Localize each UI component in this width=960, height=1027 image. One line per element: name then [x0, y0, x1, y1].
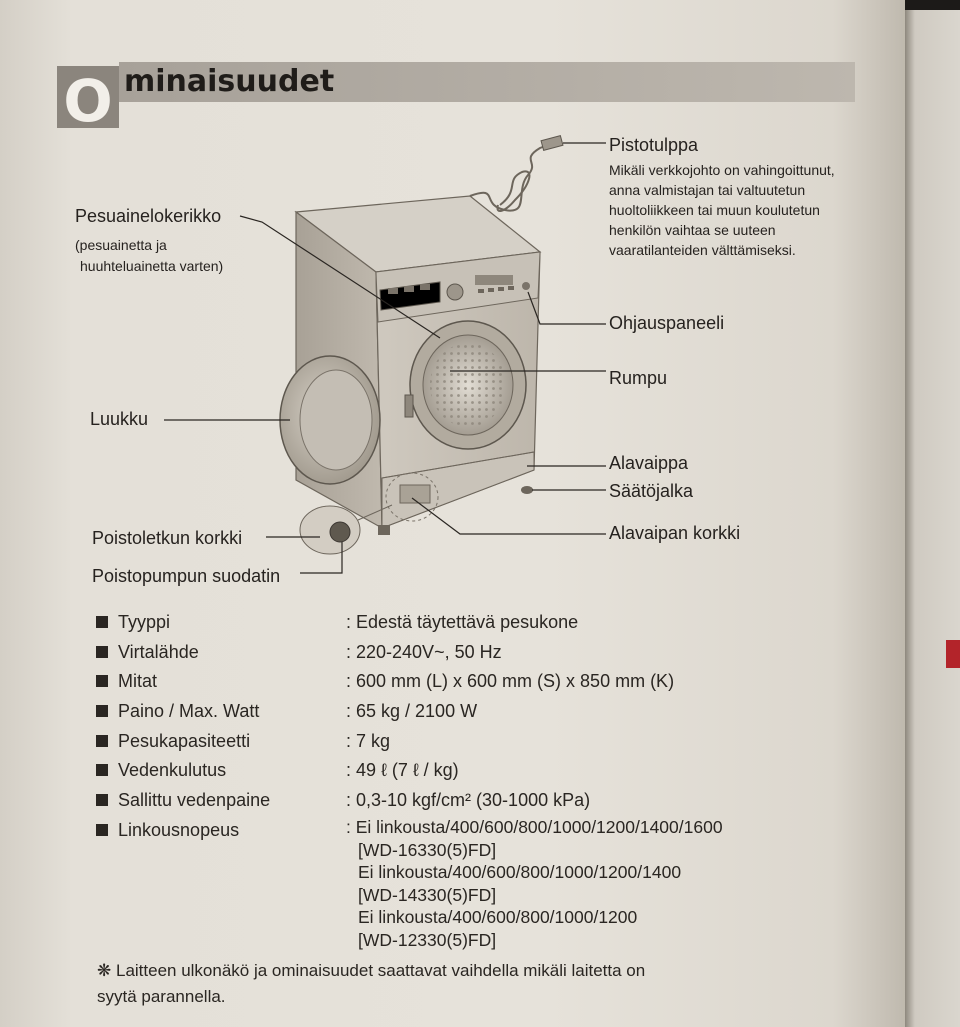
- footnote-line-1: [97, 958, 737, 984]
- adjacent-page-edge: [905, 0, 960, 1027]
- pistotulppa-note-line-2: anna valmistajan tai valtuutetun: [609, 182, 806, 198]
- model-code: [WD-16330(5)FD]: [358, 839, 497, 860]
- label-saatojalka: Säätöjalka: [609, 481, 694, 501]
- spec-label: Linkousnopeus: [118, 820, 240, 840]
- bullet-square: [96, 616, 108, 628]
- binding-edge: [905, 0, 960, 10]
- spec-value: : Edestä täytettävä pesukone: [346, 612, 579, 632]
- label-alavaipan-korkki: Alavaipan korkki: [609, 523, 741, 543]
- pistotulppa-note-line-1: Mikäli verkkojohto on vahingoittunut,: [609, 162, 835, 178]
- pistotulppa-note-line-3: huoltoliikkeen tai muun koulutetun: [609, 202, 820, 218]
- footnote-text-2: syytä parannella.: [97, 987, 226, 1006]
- spin-speed-line: Ei linkousta/400/600/800/1000/1200/1400: [358, 862, 682, 882]
- pesuainelokerikko-note-line-2: huuhteluainetta varten): [80, 258, 224, 274]
- bullet-square: [96, 646, 108, 658]
- label-pesuainelokerikko: Pesuainelokerikko: [75, 206, 222, 226]
- footnote-text-1: Laitteen ulkonäkö ja ominaisuudet saattavat vaihdella mikäli laitetta on: [115, 961, 646, 980]
- label-poistoletkun-korkki: Poistoletkun korkki: [92, 528, 243, 548]
- label-luukku: Luukku: [90, 409, 149, 429]
- bullet-square: [96, 705, 108, 717]
- bullet-square: [96, 824, 108, 836]
- bullet-square: [96, 794, 108, 806]
- label-ohjauspaneeli: Ohjauspaneeli: [609, 313, 725, 333]
- pistotulppa-note-line-5: vaaratilanteiden välttämiseksi.: [609, 242, 796, 258]
- page-title: minaisuudet: [124, 64, 335, 99]
- spec-label: Virtalähde: [118, 642, 199, 662]
- spec-value: : 0,3-10 kgf/cm² (30-1000 kPa): [346, 790, 591, 810]
- plug: [541, 136, 563, 151]
- spec-value: : 600 mm (L) x 600 mm (S) x 850 mm (K): [346, 671, 675, 691]
- leveling-foot: [378, 525, 390, 535]
- footnote: [97, 958, 737, 1010]
- spec-label: Pesukapasiteetti: [118, 731, 251, 751]
- spec-label: Sallittu vedenpaine: [118, 790, 271, 810]
- bullet-square: [96, 764, 108, 776]
- pistotulppa-note-line-4: henkilön vaihtaa se uuteen: [609, 222, 776, 238]
- pesuainelokerikko-note-line-1: (pesuainetta ja: [75, 237, 167, 253]
- spec-label: Mitat: [118, 671, 158, 691]
- spec-value-multiline: [346, 816, 723, 951]
- bullet-square: [96, 735, 108, 747]
- program-knob: [447, 284, 463, 300]
- spec-value: : 7 kg: [346, 731, 391, 751]
- spec-value: : 220-240V~, 50 Hz: [346, 642, 502, 662]
- label-poistopumpun-suodatin: Poistopumpun suodatin: [92, 566, 281, 586]
- spec-label: Tyyppi: [118, 612, 171, 632]
- model-code: [WD-12330(5)FD]: [358, 929, 497, 950]
- spec-label: Vedenkulutus: [118, 760, 227, 780]
- label-rumpu: Rumpu: [609, 368, 668, 388]
- spec-label: Paino / Max. Watt: [118, 701, 260, 721]
- model-code: [WD-14330(5)FD]: [358, 884, 497, 905]
- section-letter: O: [63, 67, 113, 135]
- power-cord: [470, 142, 556, 211]
- spec-value: : 49 ℓ (7 ℓ / kg): [346, 760, 459, 780]
- footnote-symbol: ❋: [97, 961, 112, 980]
- spec-value: : 65 kg / 2100 W: [346, 701, 478, 721]
- bullet-square: [96, 675, 108, 687]
- label-pistotulppa: Pistotulppa: [609, 135, 699, 155]
- label-alavaippa: Alavaippa: [609, 453, 689, 473]
- drain-pump-filter: [330, 522, 350, 542]
- page-tab-marker: [946, 640, 960, 668]
- spin-speed-line: Ei linkousta/400/600/800/1000/1200: [358, 907, 638, 927]
- spin-speed-line: : Ei linkousta/400/600/800/1000/1200/1400/1600: [346, 817, 723, 837]
